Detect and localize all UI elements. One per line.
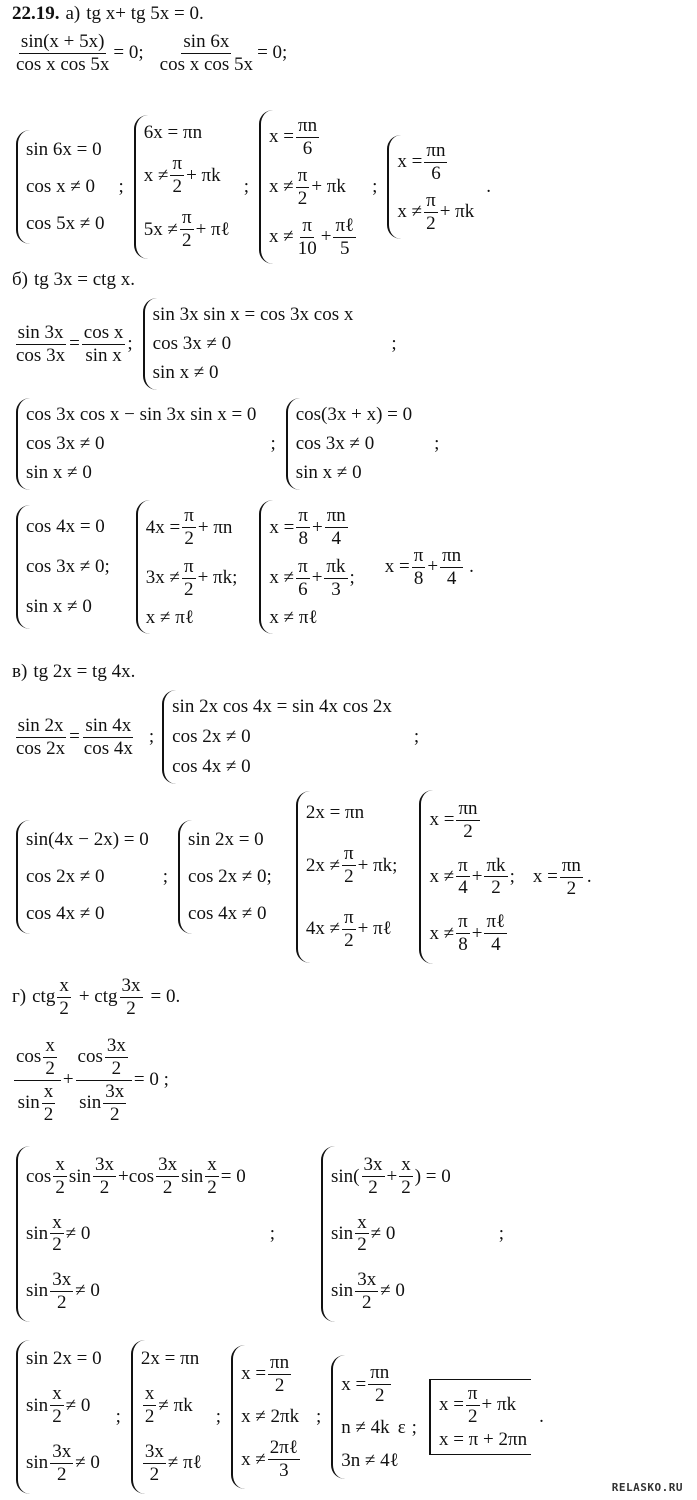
system-b4: cos 4x = 0 cos 3x ≠ 0; sin x ≠ 0 <box>16 505 114 629</box>
fraction: $\frac{\sin 4x}{\cos 4x}$ <box>83 714 133 759</box>
systems-a <box>12 110 491 264</box>
fraction: $\frac{\text{cos x}}{\text{sin x}}$ <box>83 321 124 366</box>
fraction: $\frac{\sin 3x}{\cos 3x}$ <box>16 321 66 366</box>
systems-g2: sin 2x = 0 sin $\frac{x}{2}$ ≠ 0 sin $\frac{3x}{2}$ ≠ 0 ; 2x = πn $\frac{x}{2}$ ≠ πk $\frac{3x}{2}$ ≠ πℓ ; x = $\frac{\pi n}{2}$ x ≠ 2πk x ≠ $\frac{\text{2πℓ}}{3}$ ; x = $\frac{\pi n}{2}$ n ≠ 4k ε ; 3n ≠ 4ℓ x = $\frac{\pi}{2}$ + πk x = π + 2πn . <box>12 1340 544 1494</box>
header-a <box>12 4 204 24</box>
label-b: б) <box>12 269 28 290</box>
answer-v: x = <box>532 866 558 888</box>
label-v: в) <box>12 661 28 682</box>
system-3: x = $\frac{\pi n}{6}$ x ≠ $\frac{\pi}{2}$ + πk x ≠ $\frac{\pi}{10}$ + $\frac{\text{πℓ}}{5}$ <box>259 110 362 264</box>
fraction: cos $\frac{x}{2}$ sin $\frac{x}{2}$ <box>14 1036 61 1125</box>
semicolon: ; <box>118 176 124 198</box>
fraction: $\frac{\sin(x + 5x)}{\text{cos x cos 5x}}$ <box>16 31 110 75</box>
header-g: г) ctg $\frac{x}{2}$ + ctg $\frac{3x}{2}$ = 0. <box>12 975 181 1019</box>
set-g7: x = $\frac{\pi}{2}$ + πk x = π + 2πn <box>429 1379 531 1455</box>
system-2: 6x = πn x ≠ $\frac{\pi}{2}$ + πk 5x ≠ $\frac{\pi}{2}$ + πℓ <box>134 115 234 259</box>
system-b3: cos(3x + x) = 0 cos 3x ≠ 0 sin x ≠ 0 <box>286 398 416 490</box>
system-g2: sin( $\frac{3x}{2}$ + $\frac{x}{2}$ ) = 0 sin $\frac{x}{2}$ ≠ 0 sin $\frac{3x}{2}$ ≠ 0 <box>321 1146 455 1322</box>
system-g3: sin 2x = 0 sin $\frac{x}{2}$ ≠ 0 sin $\frac{3x}{2}$ ≠ 0 <box>16 1340 106 1494</box>
system-b2: cos 3x cos x − sin 3x sin x = 0 cos 3x ≠ 0 sin x ≠ 0 <box>16 398 260 490</box>
equals-zero: = 0; <box>257 42 288 64</box>
system-v1: sin 2x cos 4x = sin 4x cos 2x cos 2x ≠ 0 cos 4x ≠ 0 <box>162 690 396 784</box>
semicolon: ; <box>243 176 250 198</box>
transform-a <box>12 32 287 75</box>
system-v5: x = $\frac{\pi n}{2}$ x ≠ $\frac{\pi}{4}$ + $\frac{\pi k}{2}$ ; x ≠ $\frac{\pi}{8}$ + $\frac{\text{πℓ}}{4}$ <box>419 790 518 964</box>
systems-v2: sin(4x − 2x) = 0 cos 2x ≠ 0 cos 4x ≠ 0 ; sin 2x = 0 cos 2x ≠ 0; cos 4x ≠ 0 2x = πn 2x ≠ $\frac{\pi}{2}$ + πk; 4x ≠ $\frac{\pi}{2}$ + πℓ x = $\frac{\pi n}{2}$ x ≠ $\frac{\pi}{4}$ + $\frac{\pi k}{2}$ ; x ≠ $\frac{\pi}{8}$ + $\frac{\text{πℓ}}{4}$ x = $\frac{\pi n}{2}$ . <box>12 790 592 964</box>
equation-v: tg 2x = tg 4x. <box>33 661 136 682</box>
system-v4: 2x = πn 2x ≠ $\frac{\pi}{2}$ + πk; 4x ≠ $\frac{\pi}{2}$ + πℓ <box>296 791 402 963</box>
fraction: $\frac{\sin 2x}{\cos 2x}$ <box>16 714 66 759</box>
system-1: sin 6x = 0 cos x ≠ 0 cos 5x ≠ 0 <box>16 130 109 244</box>
transform-v: $\frac{\sin 2x}{\cos 2x}$ = $\frac{\sin 4x}{\cos 4x}$ ; sin 2x cos 4x = sin 4x cos 2x cos 2x ≠ 0 cos 4x ≠ 0 ; <box>12 690 419 784</box>
equation-b: tg 3x = ctg x. <box>34 269 135 290</box>
period: . <box>486 176 492 198</box>
equals-zero: = 0; <box>113 42 144 64</box>
header-b <box>12 270 135 290</box>
system-v2: sin(4x − 2x) = 0 cos 2x ≠ 0 cos 4x ≠ 0 <box>16 820 153 934</box>
header-v <box>12 662 135 682</box>
watermark: RELASKO.RU <box>611 1481 683 1495</box>
problem-number: 22.19. <box>12 3 60 24</box>
system-b5: 4x = $\frac{\pi}{2}$ + πn 3x ≠ $\frac{\pi}{2}$ + πk; x ≠ πℓ <box>136 500 242 634</box>
system-b6: x = $\frac{\pi}{8}$ + $\frac{\pi n}{4}$ x ≠ $\frac{\pi}{6}$ + $\frac{\pi k}{3}$ ; x ≠ πℓ <box>259 500 358 634</box>
system-v3: sin 2x = 0 cos 2x ≠ 0; cos 4x ≠ 0 <box>178 820 276 934</box>
transform-g: cos $\frac{x}{2}$ sin $\frac{x}{2}$ + cos $\frac{3x}{2}$ sin $\frac{3x}{2}$ = 0 ; <box>16 1035 169 1125</box>
systems-g1: cos $\frac{x}{2}$ sin $\frac{3x}{2}$ + cos $\frac{3x}{2}$ sin $\frac{x}{2}$ = 0 sin $\frac{x}{2}$ ≠ 0 sin $\frac{3x}{2}$ ≠ 0 ; sin( $\frac{3x}{2}$ + $\frac{x}{2}$ ) = 0 sin $\frac{x}{2}$ ≠ 0 sin $\frac{3x}{2}$ ≠ 0 ; <box>12 1146 504 1322</box>
transform-b: $\frac{\sin 3x}{\cos 3x}$ = $\frac{\text{cos x}}{\text{sin x}}$ ; sin 3x sin x = cos 3x cos x cos 3x ≠ 0 sin x ≠ 0 ; <box>12 298 397 390</box>
system-g4: 2x = πn $\frac{x}{2}$ ≠ πk $\frac{3x}{2}$ ≠ πℓ <box>131 1340 206 1494</box>
systems-b2: cos 3x cos x − sin 3x sin x = 0 cos 3x ≠ 0 sin x ≠ 0 ; cos(3x + x) = 0 cos 3x ≠ 0 sin x ≠ 0 ; <box>12 398 445 490</box>
semicolon: ; <box>372 176 378 198</box>
system-g1: cos $\frac{x}{2}$ sin $\frac{3x}{2}$ + cos $\frac{3x}{2}$ sin $\frac{x}{2}$ = 0 sin $\frac{x}{2}$ ≠ 0 sin $\frac{3x}{2}$ ≠ 0 <box>16 1146 250 1322</box>
system-b1: sin 3x sin x = cos 3x cos x cos 3x ≠ 0 sin x ≠ 0 <box>143 298 358 390</box>
systems-b3: cos 4x = 0 cos 3x ≠ 0; sin x ≠ 0 4x = $\frac{\pi}{2}$ + πn 3x ≠ $\frac{\pi}{2}$ + πk; x ≠ πℓ x = $\frac{\pi}{8}$ + $\frac{\pi n}{4}$ x ≠ $\frac{\pi}{6}$ + $\frac{\pi k}{3}$ ; x ≠ πℓ x = $\frac{\pi}{8}$ + $\frac{\pi n}{4}$ . <box>12 500 474 634</box>
system-g5: x = $\frac{\pi n}{2}$ x ≠ 2πk x ≠ $\frac{\text{2πℓ}}{3}$ <box>231 1345 306 1489</box>
fraction: cos $\frac{3x}{2}$ sin $\frac{3x}{2}$ <box>76 1036 132 1125</box>
answer-b: x = <box>384 556 410 578</box>
system-4: x = $\frac{\pi n}{6}$ x ≠ $\frac{\pi}{2}$ + πk <box>387 135 478 239</box>
label-g: г) <box>12 986 27 1008</box>
label-a: а) <box>65 3 81 24</box>
fraction: $\frac{\sin 6x}{\text{cos x cos 5x}}$ <box>159 31 254 75</box>
equation-a: tg x+ tg 5x = 0. <box>86 3 204 24</box>
system-g6: x = $\frac{\pi n}{2}$ n ≠ 4k ε ; 3n ≠ 4ℓ <box>331 1355 421 1479</box>
